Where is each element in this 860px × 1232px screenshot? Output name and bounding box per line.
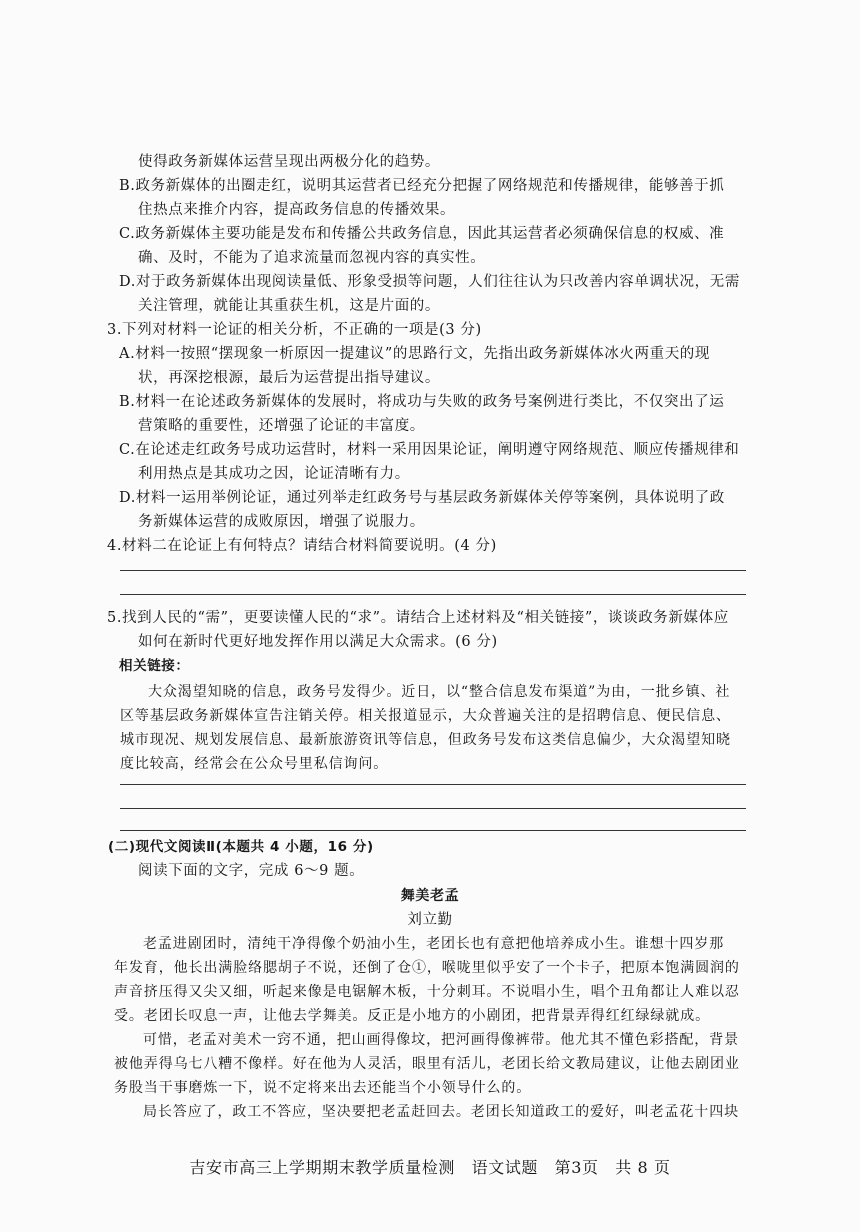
story-paragraph-line: 老孟进剧团时，清纯干净得像个奶油小生，老团长也有意把他培养成小生。谁想十四岁那 — [143, 936, 725, 952]
story-title: 舞美老孟 — [400, 888, 460, 904]
q2-option-b-line1: B.政务新媒体的出圈走红，说明其运营者已经充分把握了网络规范和传播规律，能够善于抓 — [119, 178, 725, 194]
answer-line[interactable] — [120, 784, 746, 785]
related-link-line1: 大众渴望知晓的信息，政务号发得少。近日，以“整合信息发布渠道”为由，一批乡镇、社 — [148, 684, 731, 700]
story-paragraph-line: 可惜，老孟对美术一窍不通，把山画得像坟，把河画得像裤带。他尤其不懂色彩搭配，背景 — [143, 1032, 739, 1048]
q2-option-d-line2: 关注管理，就能让其重获生机，这是片面的。 — [138, 298, 440, 314]
q5-stem-line2: 如何在新时代更好地发挥作用以满足大众需求。(6 分) — [138, 634, 498, 650]
story-paragraph-line: 声音挤压得又尖又细，听起来像是电锯解木板，十分刺耳。不说唱小生，唱个丑角都让人难以忍 — [114, 984, 740, 1000]
story-author: 刘立勤 — [407, 912, 453, 928]
q3-option-c-line1: C.在论述走红政务号成功运营时，材料一采用因果论证，阐明遵守网络规范、顺应传播规律和 — [119, 442, 740, 458]
q3-option-a-line2: 状，再深挖根源，最后为运营提出指导建议。 — [138, 370, 440, 386]
related-link-label: 相关链接： — [119, 658, 190, 674]
page-footer: 吉安市高三上学期期末教学质量检测 语文试题 第3页 共 8 页 — [189, 1158, 671, 1177]
story-paragraph-line: 局长答应了，政工不答应，坚决要把老孟赶回去。老团长知道政工的爱好，叫老孟花十四块 — [143, 1104, 739, 1120]
q5-stem-line1: 5.找到人民的“需”，更要读懂人民的“求”。请结合上述材料及“相关链接”，谈谈政务新媒体应 — [107, 610, 729, 626]
story-paragraph-line: 年发育，他长出满脸络腮胡子不说，还倒了仓①，喉咙里似乎安了一个卡子，把原本饱满圆润的 — [114, 960, 740, 976]
q4-stem: 4.材料二在论证上有何特点？请结合材料简要说明。(4 分) — [107, 538, 497, 554]
related-link-line4: 度比较高，经常会在公众号里私信询问。 — [120, 756, 389, 772]
q3-option-b-line2: 营策略的重要性，还增强了论证的丰富度。 — [138, 418, 425, 434]
q3-option-b-line1: B.材料一在论述政务新媒体的发展时，将成功与失败的政务号案例进行类比，不仅突出了运 — [119, 394, 725, 410]
related-link-line2: 区等基层政务新媒体宣告注销关停。相关报道显示，大众普遍关注的是招聘信息、便民信息、 — [120, 708, 731, 724]
answer-line[interactable] — [120, 808, 746, 809]
q2-option-a-tail: 使得政务新媒体运营呈现出两极分化的趋势。 — [138, 154, 440, 170]
section-instruction: 阅读下面的文字，完成 6～9 题。 — [138, 863, 365, 879]
q3-stem: 3.下列对材料一论证的相关分析，不正确的一项是(3 分) — [107, 322, 482, 338]
answer-line[interactable] — [120, 570, 746, 571]
q3-option-c-line2: 利用热点是其成功之因，论证清晰有力。 — [138, 466, 410, 482]
q2-option-c-line2: 确、及时，不能为了追求流量而忽视内容的真实性。 — [138, 250, 486, 266]
q3-option-d-line2: 务新媒体运营的成败原因，增强了说服力。 — [138, 514, 425, 530]
answer-line[interactable] — [120, 594, 746, 595]
q2-option-b-line2: 住热点来推介内容，提高政务信息的传播效果。 — [138, 202, 456, 218]
section-heading: (二)现代文阅读Ⅱ(本题共 4 小题，16 分) — [108, 839, 374, 855]
related-link-line3: 城市现况、规划发展信息、最新旅游资讯等信息，但政务号发布这类信息偏少，大众渴望知晓 — [120, 732, 731, 748]
q2-option-d-line1: D.对于政务新媒体出现阅读量低、形象受损等问题，人们往往认为只改善内容单调状况，无需 — [119, 274, 740, 290]
story-paragraph-line: 务股当干事磨炼一下，说不定将来出去还能当个小领导什么的。 — [114, 1080, 532, 1096]
answer-line[interactable] — [120, 830, 746, 831]
q2-option-c-line1: C.政务新媒体主要功能是发布和传播公共政务信息，因此其运营者必须确保信息的权威、准 — [119, 226, 725, 242]
q3-option-a-line1: A.材料一按照“摆现象一析原因一提建议”的思路行文，先指出政务新媒体冰火两重天的现 — [119, 346, 711, 362]
story-paragraph-line: 受。老团长叹息一声，让他去学舞美。反正是小地方的小剧团，把背景弄得红红绿绿就成。 — [114, 1008, 710, 1024]
story-paragraph-line: 被他弄得乌七八糟不像样。好在他为人灵活，眼里有活儿，老团长给文教局建议，让他去剧团业 — [114, 1056, 740, 1072]
q3-option-d-line1: D.材料一运用举例论证，通过列举走红政务号与基层政务新媒体关停等案例，具体说明了政 — [119, 490, 725, 506]
